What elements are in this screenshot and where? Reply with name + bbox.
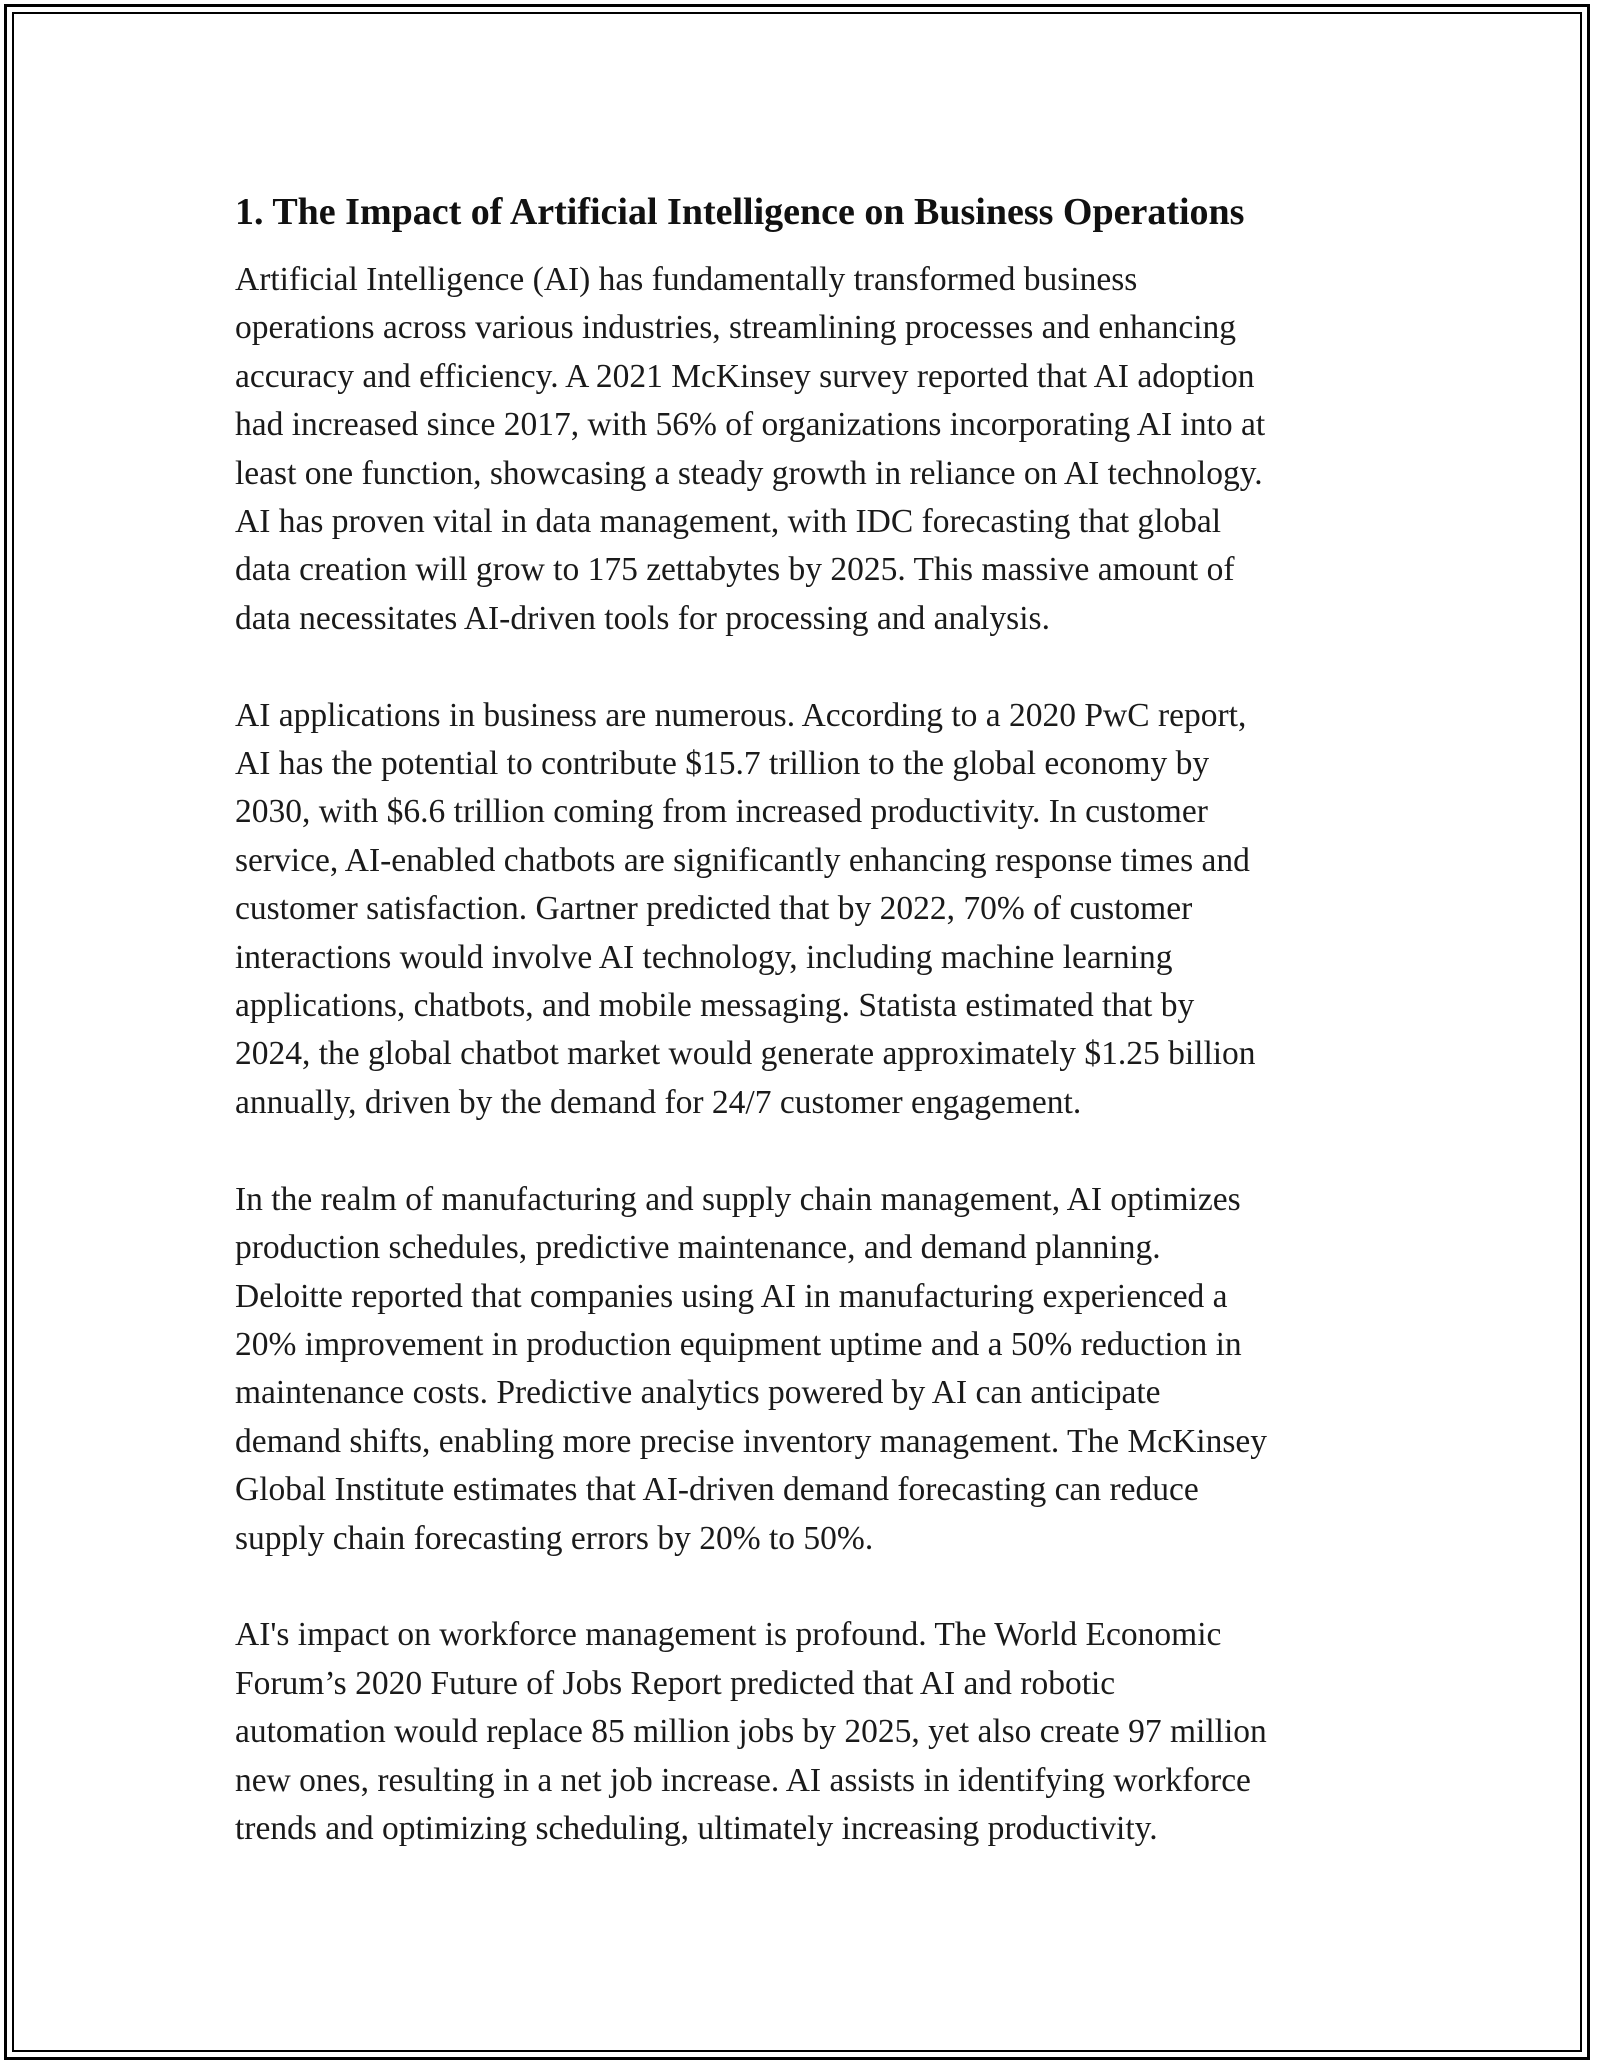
text-line: 2024, the global chatbot market would generate approximately $1.25 billion	[235, 1035, 1256, 1073]
text-line: data necessitates AI-driven tools for processing and analysis.	[235, 599, 1050, 637]
text-line: least one function, showcasing a steady growth in reliance on AI technology.	[235, 454, 1263, 492]
text-line: automation would replace 85 million jobs by 2025, yet also create 97 million	[235, 1713, 1267, 1751]
text-line: had increased since 2017, with 56% of organizations incorporating AI into at	[235, 406, 1266, 444]
text-line: accuracy and efficiency. A 2021 McKinsey survey reported that AI adoption	[235, 357, 1255, 395]
text-line: applications, chatbots, and mobile messaging. Statista estimated that by	[235, 987, 1195, 1025]
text-line: production schedules, predictive maintenance, and demand planning.	[235, 1229, 1161, 1267]
paragraph-workforce	[235, 1611, 1375, 1853]
text-line: AI has the potential to contribute $15.7 trillion to the global economy by	[235, 745, 1210, 783]
text-line: data creation will grow to 175 zettabytes by 2025. This massive amount of	[235, 551, 1235, 589]
text-line: supply chain forecasting errors by 20% to 50%.	[235, 1519, 874, 1557]
text-line: trends and optimizing scheduling, ultimately increasing productivity.	[235, 1809, 1158, 1847]
text-line: Forum’s 2020 Future of Jobs Report predicted that AI and robotic	[235, 1664, 1116, 1702]
text-line: In the realm of manufacturing and supply chain management, AI optimizes	[235, 1180, 1241, 1218]
text-line: customer satisfaction. Gartner predicted that by 2022, 70% of customer	[235, 890, 1193, 928]
text-line: Deloitte reported that companies using AI in manufacturing experienced a	[235, 1277, 1228, 1315]
paragraph-manufacturing	[235, 1176, 1375, 1563]
text-line: demand shifts, enabling more precise inventory management. The McKinsey	[235, 1422, 1268, 1460]
section-heading: 1. The Impact of Artificial Intelligence on Business Operations	[235, 191, 1245, 233]
text-line: interactions would involve AI technology, including machine learning	[235, 938, 1173, 976]
text-line: annually, driven by the demand for 24/7 customer engagement.	[235, 1083, 1082, 1121]
paragraph-ai-transformation	[235, 256, 1375, 643]
text-line: Artificial Intelligence (AI) has fundamentally transformed business	[235, 261, 1138, 298]
text-line: AI applications in business are numerous. According to a 2020 PwC report,	[235, 696, 1247, 734]
paragraph-ai-applications	[235, 692, 1375, 1128]
text-line: new ones, resulting in a net job increase. AI assists in identifying workforce	[235, 1761, 1251, 1799]
text-line: AI has proven vital in data management, with IDC forecasting that global	[235, 503, 1222, 541]
text-line: operations across various industries, streamlining processes and enhancing	[235, 309, 1237, 347]
document-body	[235, 186, 1375, 1902]
text-line: 20% improvement in production equipment uptime and a 50% reduction in	[235, 1325, 1242, 1363]
text-line: Global Institute estimates that AI-driven demand forecasting can reduce	[235, 1471, 1199, 1509]
text-line: 2030, with $6.6 trillion coming from increased productivity. In customer	[235, 793, 1208, 831]
text-line: service, AI-enabled chatbots are significantly enhancing response times and	[235, 841, 1250, 879]
text-line: maintenance costs. Predictive analytics powered by AI can anticipate	[235, 1374, 1161, 1412]
text-line: AI's impact on workforce management is profound. The World Economic	[235, 1616, 1222, 1654]
